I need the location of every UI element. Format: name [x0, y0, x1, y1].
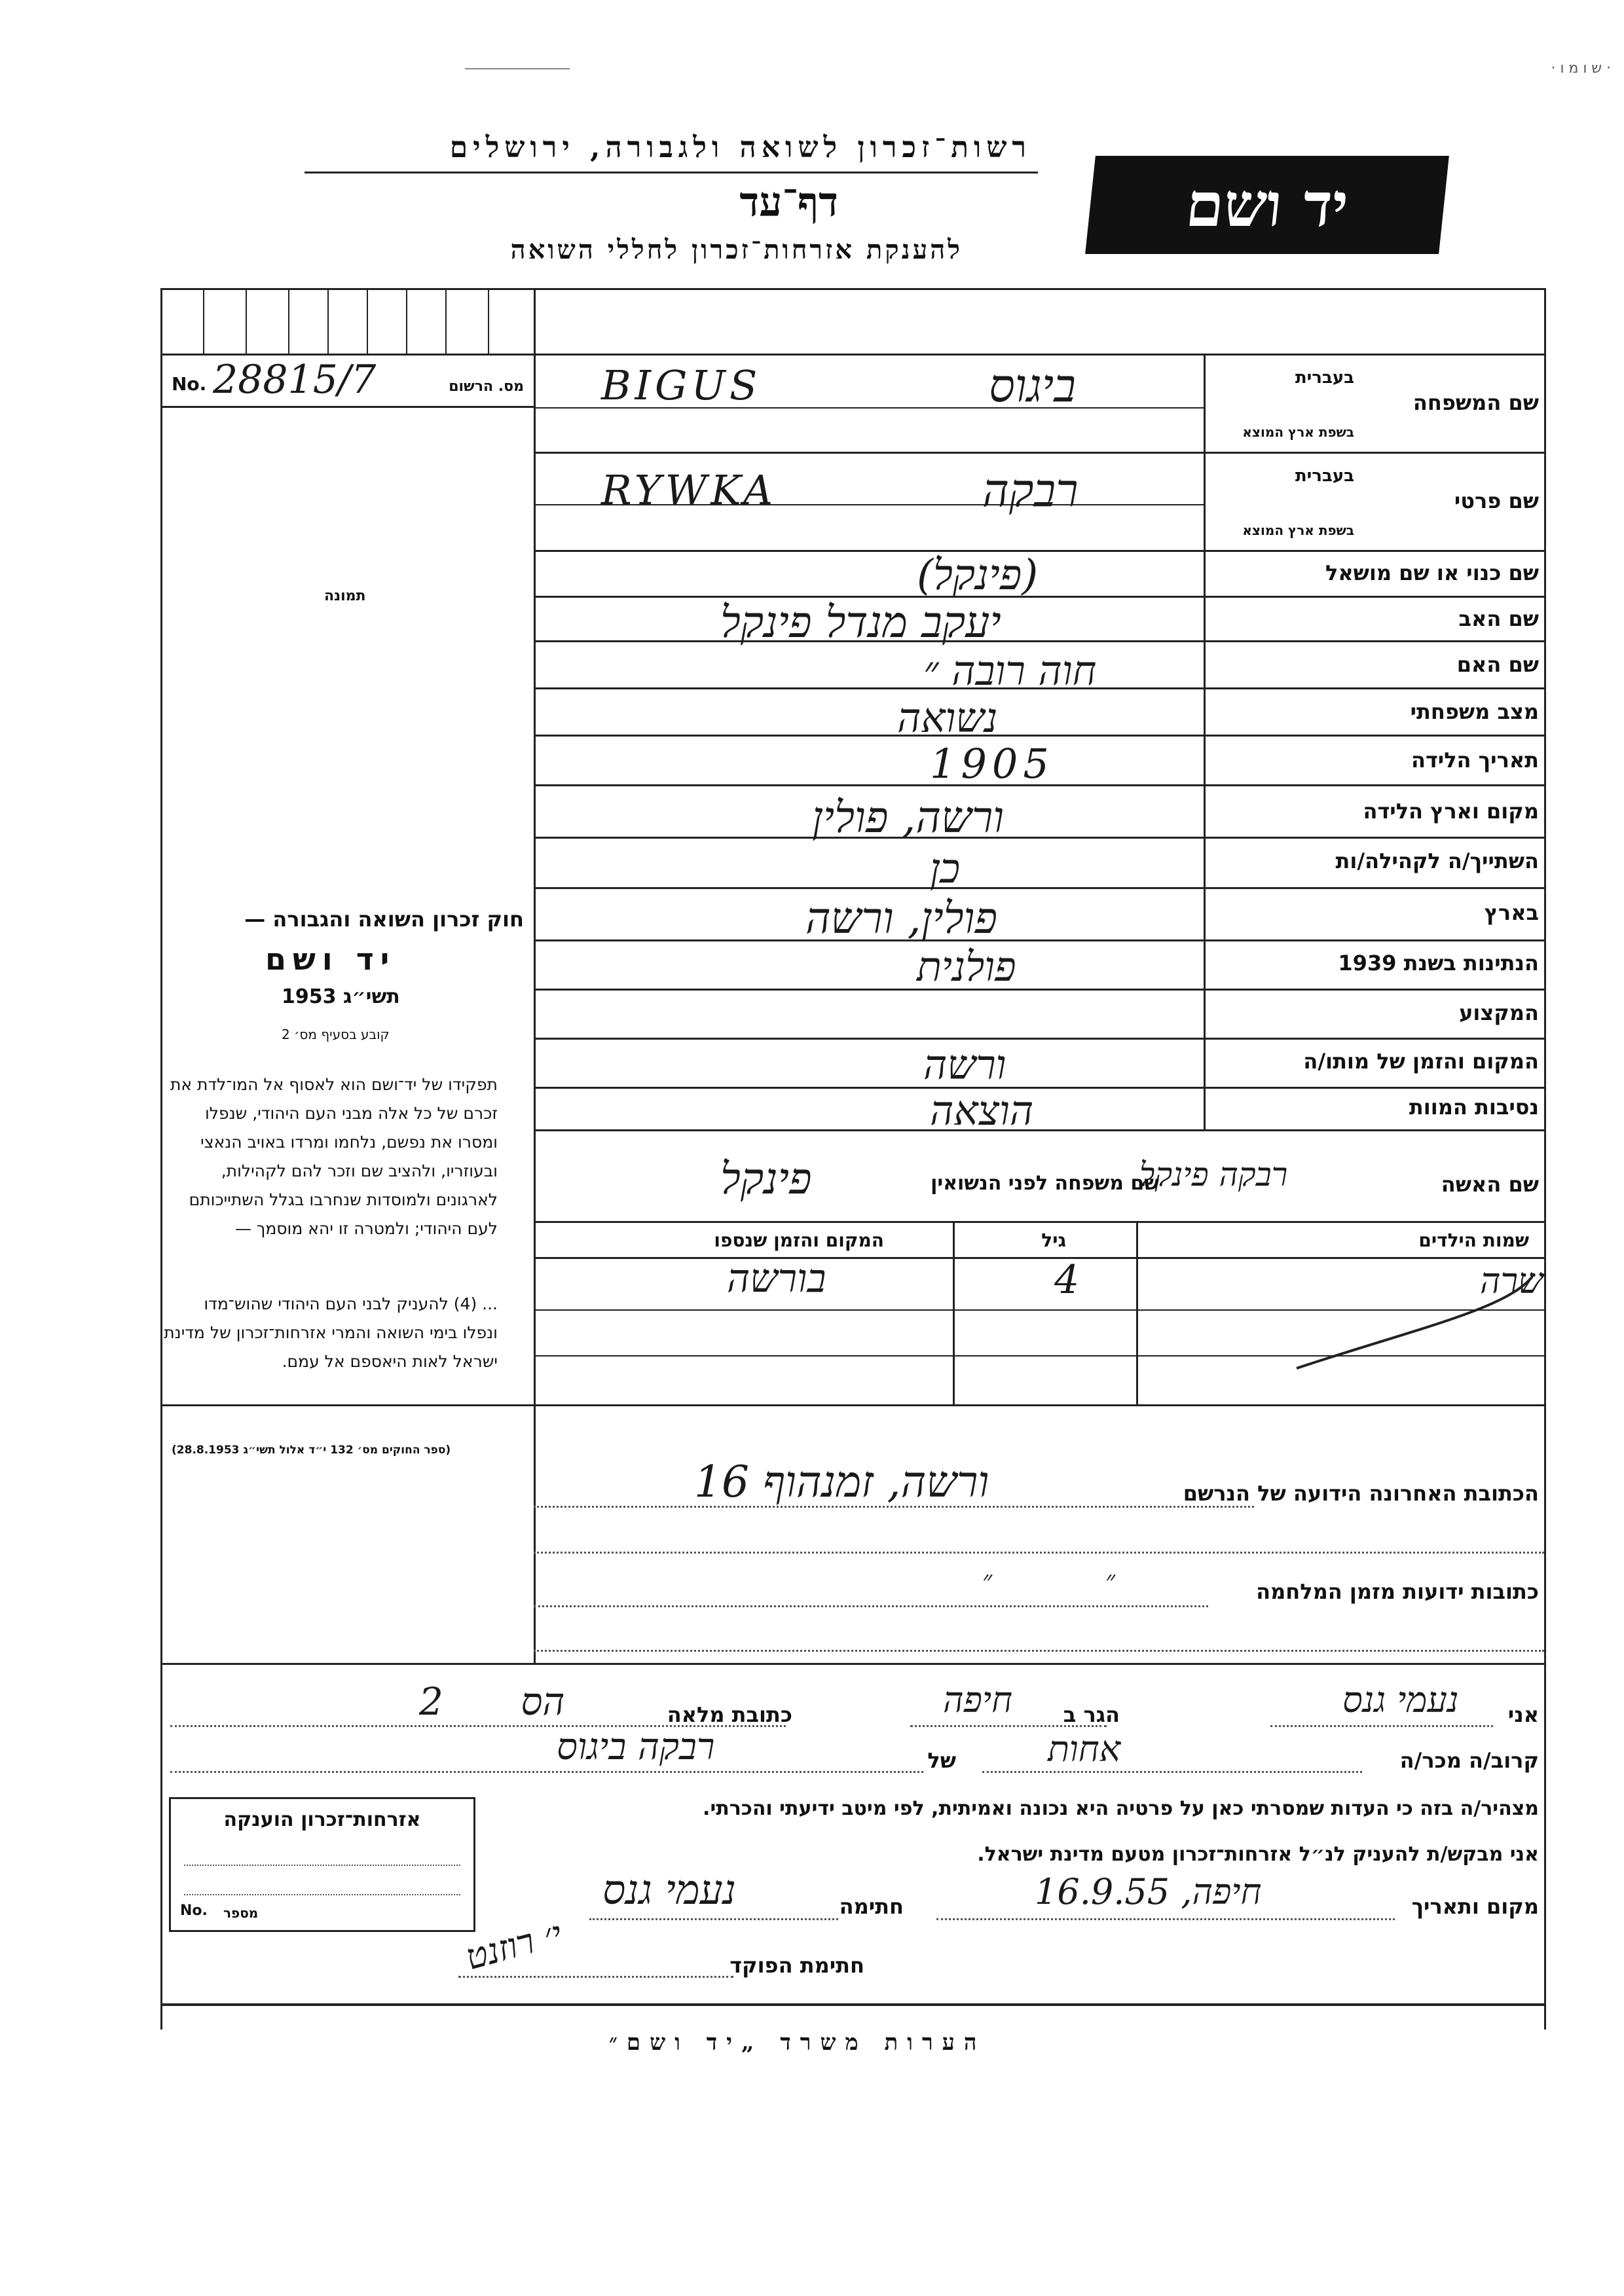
box-v2 [246, 288, 247, 354]
birth-date-label: תאריך הלידה [1411, 748, 1539, 773]
form-title: דף־עד [739, 178, 838, 226]
family-sub1: בעברית [1295, 368, 1354, 388]
wife-row-bottom [534, 1221, 1544, 1223]
row-line-8 [534, 837, 1544, 839]
place-date-dots [936, 1918, 1395, 1920]
row-line-9 [534, 887, 1544, 889]
profession-label: המקצוע [1459, 1000, 1539, 1025]
box-v7 [445, 288, 447, 354]
marital-label: מצב משפחתי [1410, 699, 1539, 724]
row-line-12 [534, 1038, 1544, 1040]
birth-place-value: ורשה, פולין [812, 792, 1005, 843]
row-line-6 [534, 735, 1544, 737]
row-line-13 [534, 1087, 1544, 1089]
first-sub1: בעברית [1295, 466, 1354, 486]
birth-place-label: מקום וארץ הלידה [1363, 799, 1539, 824]
reg-no-value: 28815/7 [213, 357, 377, 403]
law-text-2: ... (4) להעניק לבני העם היהודי שהוש־מדו ונפלו בימי השואה והמרי אזרחות־זכרון של מדינת ישראל לאות היאספם אל עמם. [164, 1294, 498, 1371]
yad-vashem-logo [1085, 156, 1449, 254]
row-line-2 [534, 550, 1544, 552]
row-line-14 [534, 1129, 1544, 1131]
law-clause: קובע בסעיף מס׳ 2 [282, 1027, 390, 1042]
citizenship-box-line [184, 1865, 460, 1866]
box-v6 [406, 288, 407, 354]
children-header-bottom [534, 1257, 1544, 1259]
children-age-header: גיל [1041, 1230, 1066, 1251]
frame-left [160, 288, 162, 2030]
citizenship-box-no: No. [180, 1903, 208, 1919]
wife-value: רבקה פינקל [1139, 1156, 1288, 1194]
row-line-4 [534, 640, 1544, 642]
law-year: תשי״ג 1953 [282, 985, 400, 1008]
box-v3 [288, 288, 289, 354]
citizenship-box-title: אזרחות־זכרון הוענקה [223, 1808, 421, 1831]
marital-value: נשואה [897, 694, 998, 742]
address-left [534, 1404, 536, 1663]
death-place-label: המקום והזמן של מותו/ה [1303, 1049, 1539, 1074]
place-date-value: חיפה, 16.9.55 [1035, 1871, 1262, 1912]
place-date-label: מקום ותאריך [1411, 1894, 1539, 1919]
first-label: שם פרטי [1454, 488, 1539, 513]
war-address-label: כתובות ידועות מזמן המלחמה [1256, 1579, 1539, 1604]
children-bottom [160, 1404, 1545, 1406]
family-hebrew: ביגוס [989, 359, 1076, 412]
corner-scribble: · ש ו מ ו · [1551, 60, 1611, 77]
ani-dots [1270, 1725, 1493, 1727]
first-hebrew: רבקה [982, 464, 1079, 517]
child-place: בורשה [727, 1256, 826, 1302]
signature-label: חתימה [839, 1894, 904, 1919]
family-label: שם המשפחה [1412, 390, 1539, 415]
maiden-label: שם משפחה לפני הנשואין [931, 1172, 1159, 1195]
relation-label: קרוב/ה מכר/ה [1399, 1748, 1539, 1773]
logo-text: יד ושם [1183, 170, 1352, 240]
death-circ-value: הוצאה [930, 1087, 1034, 1135]
family-latin: BIGUS [601, 361, 762, 409]
row-line-1 [534, 452, 1544, 454]
box-v8 [488, 288, 489, 354]
war-address-dots-1 [534, 1605, 1208, 1607]
relation-value: אחות [1048, 1728, 1121, 1770]
address-dots-1 [534, 1506, 1254, 1508]
country-value: פולין, ורשה [805, 893, 998, 943]
full-address-value: הס 2 [419, 1679, 565, 1724]
citizenship-box-he: מספר [223, 1905, 259, 1921]
declaration-top [160, 1663, 1545, 1665]
form-subtitle: להענקת אזרחות־זכרון לחללי השואה [510, 234, 963, 265]
community-label: השתייך/ה לקהילה/ות [1335, 848, 1539, 873]
reg-no-label: No. [172, 373, 207, 395]
label-divider [1204, 354, 1206, 1129]
first-latin: RYWKA [601, 466, 777, 514]
children-div-2 [1136, 1221, 1138, 1404]
reg-no-he-label: מס. הרשום [449, 378, 524, 395]
of-label: של [927, 1748, 956, 1773]
org-underline [304, 172, 1038, 173]
death-place-value: ורשה [923, 1041, 1006, 1089]
box-v5 [367, 288, 368, 354]
law-source: (ספר החוקים מס׳ 132 י״ד אלול תשי״ג 28.8.1953) [172, 1444, 451, 1457]
first-sub2: בשפת ארץ המוצא [1242, 522, 1354, 538]
ani-value: נעמי גנס [1342, 1679, 1459, 1721]
frame-top [160, 288, 1545, 290]
resides-dots [910, 1725, 1107, 1727]
photo-label: תמונה [324, 588, 366, 604]
death-circ-label: נסיבות המוות [1409, 1095, 1539, 1120]
signature-dots [589, 1918, 838, 1920]
of-value: רבקה ביגוס [557, 1726, 715, 1768]
birth-date-value: 1905 [930, 740, 1054, 788]
row-line-10 [534, 939, 1544, 941]
country-label: בארץ [1484, 900, 1539, 925]
address-dots-2 [534, 1552, 1544, 1554]
child-age: 4 [1054, 1257, 1080, 1303]
nickname-label: שם כנוי או שם מושאל [1325, 560, 1539, 585]
full-address-label: כתובת מלאה [667, 1702, 792, 1727]
header-row-bottom [160, 354, 1545, 355]
war-address-dots-2 [534, 1650, 1544, 1652]
children-place-header: המקום והזמן שנספו [714, 1230, 884, 1251]
of-dots [170, 1771, 923, 1773]
reg-underline [160, 406, 534, 408]
officer-label: חתימת הפוקד [729, 1953, 864, 1978]
wife-label: שם האשה [1441, 1172, 1539, 1197]
mother-label: שם האם [1456, 652, 1539, 677]
nickname-value: (פינקל) [917, 551, 1039, 600]
top-line [465, 68, 570, 69]
law-name: יד ושם [265, 941, 396, 977]
maiden-value: פינקל [720, 1154, 812, 1204]
declare-text: מצהיר/ה בזה כי העדות שמסרתי כאן על פרטיה היא נכונה ואמיתית, לפי מיטב ידיעתי והכרתי. [703, 1797, 1539, 1820]
box-v4 [327, 288, 329, 354]
children-div-1 [953, 1221, 955, 1404]
row-line-11 [534, 989, 1544, 991]
frame-right [1544, 288, 1546, 2030]
children-row-2 [534, 1355, 1544, 1357]
child-name-stroke [1283, 1270, 1539, 1394]
law-title: חוק זכרון השואה והגבורה — [244, 907, 524, 932]
address-value: ורשה, זמנהוף 16 [694, 1457, 989, 1507]
address-label: הכתובת האחרונה הידועה של הנרשם [1183, 1481, 1539, 1506]
law-text-1: תפקידו של יד־ושם הוא לאסוף אל המו־לדת את זכרם של כל אלה מבני העם היהודי, שנפלו ומסרו את נפשם, נלחמו ומרדו באויב הנאצי ובעוזריו, ולהציב שם וזכר להם לקהילות, לארגונים ולמוסדות שנחרבו בגלל השתייכותם לעם היהודי; ולמטרה זו יהא מוסמך — [170, 1075, 498, 1238]
org-line: רשות־זכרון לשואה ולגבורה, ירושלים [449, 131, 1031, 164]
children-row-1 [534, 1309, 1544, 1311]
resides-value: חיפה [943, 1679, 1013, 1721]
war-address-value: ״ ״ [982, 1565, 1116, 1595]
relation-dots [982, 1771, 1362, 1773]
officer-signature: י׳ רוזנט [461, 1912, 566, 1978]
father-value: יעקב מנדל פינקל [720, 597, 1001, 647]
father-label: שם האב [1458, 606, 1539, 631]
citizenship-box [169, 1797, 475, 1932]
family-sub2: בשפת ארץ המוצא [1242, 424, 1354, 440]
mother-value: חוה רובה ״ [923, 647, 1097, 695]
citizenship-box-line2 [184, 1894, 460, 1895]
citizenship-value: פולנית [917, 943, 1016, 991]
officer-dots [458, 1976, 733, 1978]
footer-line-top [160, 2003, 1545, 2006]
box-v1 [203, 288, 204, 354]
child-name: שרה [1480, 1260, 1543, 1302]
resides-label: הגר ב [1063, 1702, 1120, 1727]
children-names-header: שמות הילדים [1418, 1230, 1529, 1251]
request-text: אני מבקש/ת להעניק לנ״ל אזרחות־זכרון מטעם מדינת ישראל. [977, 1843, 1539, 1866]
ani-label: אני [1507, 1702, 1539, 1727]
footer-notes: הערות משרד „יד ושם״ [609, 2030, 986, 2056]
row-line-3 [534, 596, 1544, 598]
community-value: כן [930, 845, 961, 892]
citizenship-label: הנתינות בשנת 1939 [1338, 951, 1539, 975]
signature-value: נעמי גנס [602, 1866, 736, 1914]
